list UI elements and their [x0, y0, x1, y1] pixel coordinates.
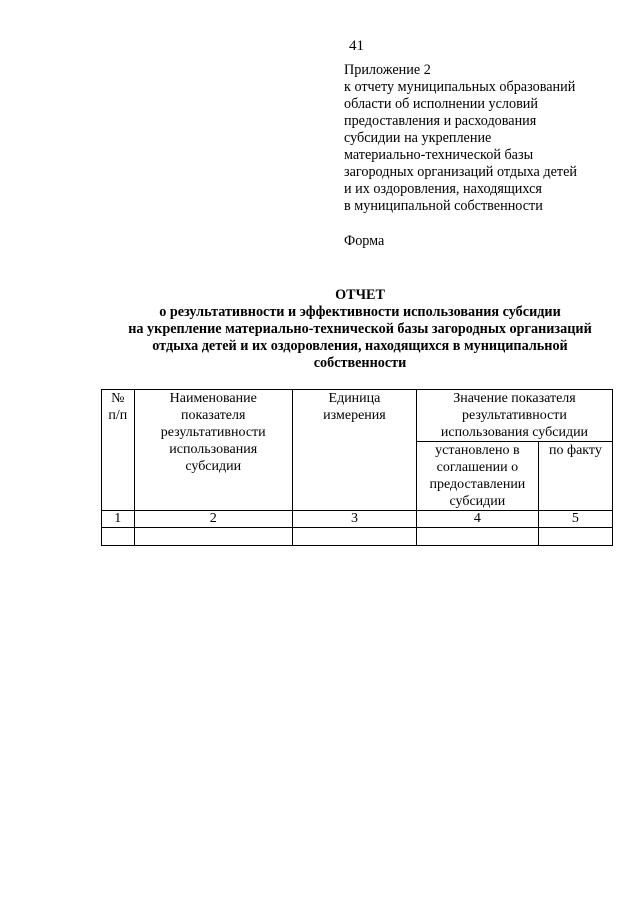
appendix-line: области об исполнении условий [344, 96, 538, 112]
appendix-line: и их оздоровления, находящихся [344, 181, 542, 197]
table-cell [102, 528, 135, 546]
page-number: 41 [349, 38, 364, 54]
table-cell [538, 528, 612, 546]
report-subtitle-line: отдыха детей и их оздоровления, находящихся в муниципальной [152, 338, 568, 354]
report-subtitle-line: о результативности и эффективности использования субсидии [159, 304, 561, 320]
column-number: 1 [102, 511, 135, 528]
header-value-agreed: установлено в соглашении о предоставлении субсидии [416, 442, 538, 511]
appendix-line: Приложение 2 [344, 62, 431, 78]
appendix-line: к отчету муниципальных образований [344, 79, 576, 95]
appendix-line: субсидии на укрепление [344, 130, 492, 146]
table-header-row [102, 390, 613, 442]
column-number: 4 [416, 511, 538, 528]
report-subtitle-line: на укрепление материально-технической базы загородных организаций [128, 321, 592, 337]
appendix-note [344, 62, 634, 215]
report-title: ОТЧЕТ [335, 287, 385, 303]
header-value-actual: по факту [538, 442, 612, 511]
report-subtitle-line: собственности [313, 355, 407, 371]
report-table [101, 389, 613, 546]
column-number: 2 [134, 511, 292, 528]
header-unit: Единица измерения [292, 390, 416, 511]
column-numbers-row [102, 511, 613, 528]
table-cell [292, 528, 416, 546]
appendix-line: предоставления и расходования [344, 113, 537, 129]
table-cell [416, 528, 538, 546]
table-row [102, 528, 613, 546]
header-no: № п/п [102, 390, 135, 511]
header-indicator-value: Значение показателя результативности использования субсидии [416, 390, 612, 442]
header-indicator-name: Наименование показателя результативности использования субсидии [134, 390, 292, 511]
column-number: 5 [538, 511, 612, 528]
appendix-line: материально-технической базы [344, 147, 534, 163]
column-number: 3 [292, 511, 416, 528]
appendix-line: загородных организаций отдыха детей [344, 164, 577, 180]
report-heading [100, 287, 620, 372]
table-cell [134, 528, 292, 546]
form-label: Форма [344, 233, 385, 249]
appendix-line: в муниципальной собственности [344, 198, 543, 214]
